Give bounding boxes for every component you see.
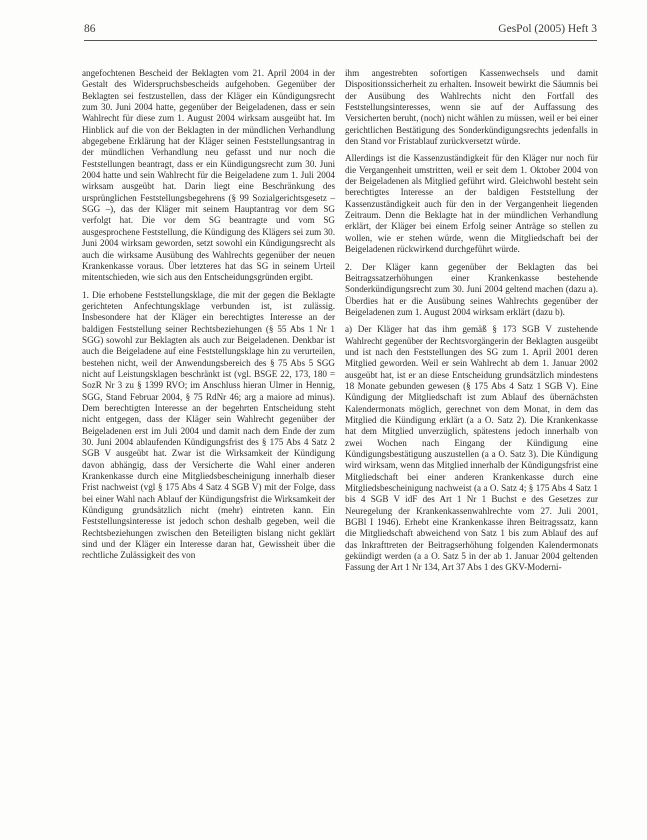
paragraph: ihm angestrebten sofortigen Kassenwechsels und damit Dispositionssicherheit zu erhalten. Insoweit bewirkt die Säumnis bei der Ausübung des Wahlrechts nicht den Fortfall des Feststellungsinteresses, wenn sie auf der Auffassung des Versicherten beruht, (noch) nicht wählen zu müssen, weil er bei einer gerichtlichen Bestätigung des Sonderkündigungsrechts jedenfalls in den Stand vor Fristablauf zurückversetzt würde.	[345, 68, 598, 147]
left-column	[82, 68, 335, 566]
paragraph: 1. Die erhobene Feststellungsklage, die mit der gegen die Beklagte gerichteten Anfechtungsklage verbunden ist, ist zulässig. Insbesondere hat der Kläger ein berechtigtes Interesse an der baldigen Feststellung seiner Rechtsbeziehungen (§ 55 Abs 1 Nr 1 SGG) sowohl zur Beklagten als auch zur Beigeladenen. Denkbar ist auch die Beigeladene auf eine Feststellungsklage hin zu verurteilen, bestehen nicht, weil der Anwendungsbereich des § 75 Abs 5 SGG nicht auf Leistungsklagen beschränkt ist (vgl. BSGE 22, 173, 180 = SozR Nr 3 zu § 1399 RVO; im Anschluss hieran Ulmer in Hennig, SGG, Stand Februar 2004, § 75 RdNr 46; arg a maiore ad minus). Dem berechtigten Interesse an der begehrten Entscheidung steht nicht entgegen, dass der Kläger sein Wahlrecht gegenüber der Beigeladenen erst im Juli 2004 und damit nach dem Ende der zum 30. Juni 2004 ablaufenden Kündigungsfrist des § 175 Abs 4 Satz 2 SGB V ausgeübt hat. Zwar ist die Wirksamkeit der Kündigung davon abhängig, dass der Versicherte die Wahl einer anderen Krankenkasse durch eine Mitgliedsbescheinigung innerhalb dieser Frist nachweist (vgl § 175 Abs 4 Satz 4 SGB V) mit der Folge, dass bei einer Wahl nach Ablauf der Kündigungsfrist die Wirksamkeit der Kündigung grundsätzlich nicht (mehr) eintreten kann. Ein Feststellungsinteresse ist jedoch schon deshalb gegeben, weil die Rechtsbeziehungen zwischen den Beteiligten bislang nicht geklärt sind und der Kläger ein Interesse daran hat, Gewissheit über die rechtliche Zulässigkeit des von	[82, 289, 335, 561]
header-rule	[84, 40, 597, 41]
page-number: 86	[84, 23, 96, 35]
paragraph: angefochtenen Bescheid der Beklagten vom 21. April 2004 in der Gestalt des Widerspruchsbescheids aufgehoben. Gegenüber der Beklagten sei festzustellen, dass der Kläger ein Kündigungsrecht zum 30. Juni 2004 hatte, gegenüber der Beigeladenen, dass er sein Wahlrecht für diese zum 1. August 2004 wirksam ausgeübt hat. Im Hinblick auf die von der Beklagten in der mündlichen Verhandlung abgegebene Erklärung hat der Kläger seinen Feststellungsantrag in der mündlichen Verhandlung neu gefasst und nur noch die Feststellungen beantragt, dass er ein Kündigungsrecht zum 30. Juni 2004 hatte und sein Wahlrecht für die Beigeladene zum 1. Juli 2004 wirksam ausgeübt hat. Darin liegt eine Beschränkung des ursprünglichen Feststellungsbegehrens (§ 99 Sozialgerichtsgesetz – SGG –), das der Kläger mit seinem Hauptantrag vor dem SG verfolgt hat. Die vor dem SG beantragte und vom SG ausgesprochene Feststellung, die Kündigung des Klägers sei zum 30. Juni 2004 wirksam geworden, setzt sowohl ein Kündigungsrecht als auch die wirksame Ausübung des Wahlrechts gegenüber der neuen Krankenkasse voraus. Über letzteres hat das SG in seinem Urteil mitentschieden, wie sich aus den Entscheidungsgründen ergibt.	[82, 68, 335, 283]
right-column	[345, 68, 598, 578]
running-header	[84, 20, 597, 42]
journal-citation: GesPol (2005) Heft 3	[498, 23, 597, 35]
paragraph: a) Der Kläger hat das ihm gemäß § 173 SGB V zustehende Wahlrecht gegenüber der Rechtsvorgängerin der Beklagten ausgeübt und ist nach den Feststellungen des SG zum 1. April 2001 deren Mitglied geworden. Weil er sein Wahlrecht ab dem 1. Januar 2002 ausgeübt hat, ist er an diese Entscheidung grundsätzlich mindestens 18 Monate gebunden gewesen (§ 175 Abs 4 Satz 1 SGB V). Eine Kündigung der Mitgliedschaft ist zum Ablauf des übernächsten Kalendermonats möglich, gerechnet von dem Monat, in dem das Mitglied die Kündigung erklärt (a a O. Satz 2). Die Krankenkasse hat dem Mitglied unverzüglich, spätestens jedoch innerhalb von zwei Wochen nach Eingang der Kündigung eine Kündigungsbestätigung auszustellen (a a O. Satz 3). Die Kündigung wird wirksam, wenn das Mitglied innerhalb der Kündigungsfrist eine Mitgliedschaft bei einer anderen Krankenkasse durch eine Mitgliedsbescheinigung nachweist (a a O. Satz 4; § 175 Abs 4 Satz 1 bis 4 SGB V idF des Art 1 Nr 1 Buchst e des Gesetzes zur Neuregelung der Krankenkassenwahlrechte vom 27. Juli 2001, BGBl I 1946). Erhebt eine Krankenkasse ihren Beitragssatz, kann die Mitgliedschaft abweichend von Satz 1 bis zum Ablauf des auf das Inkrafttreten der Beitragserhöhung folgenden Kalendermonats gekündigt werden (a a O. Satz 5 in der ab 1. Januar 2004 geltenden Fassung der Art 1 Nr 134, Art 37 Abs 1 des GKV-Moderni-	[345, 324, 598, 573]
paragraph: 2. Der Kläger kann gegenüber der Beklagten das bei Beitragssatzerhöhungen einer Krankenkasse bestehende Sonderkündigungsrecht zum 30. Juni 2004 geltend machen (dazu a). Überdies hat er die Ausübung seines Wahlrechts gegenüber der Beigeladenen zum 1. August 2004 wirksam erklärt (dazu b).	[345, 261, 598, 317]
paragraph: Allerdings ist die Kassenzuständigkeit für den Kläger nur noch für die Vergangenheit umstritten, weil er seit dem 1. Oktober 2004 von der Beigeladenen als Mitglied geführt wird. Gleichwohl besteht sein berechtigtes Interesse an der baldigen Feststellung der Kassenzuständigkeit auch für den in der Vergangenheit liegenden Zeitraum. Denn die Beklagte hat in der mündlichen Verhandlung erklärt, der Kläger bei einem Erfolg seiner Anträge so stellen zu wollen, wie er stehen würde, wenn die Mitgliedschaft bei der Beigeladenen rückwirkend durchgeführt würde.	[345, 153, 598, 255]
